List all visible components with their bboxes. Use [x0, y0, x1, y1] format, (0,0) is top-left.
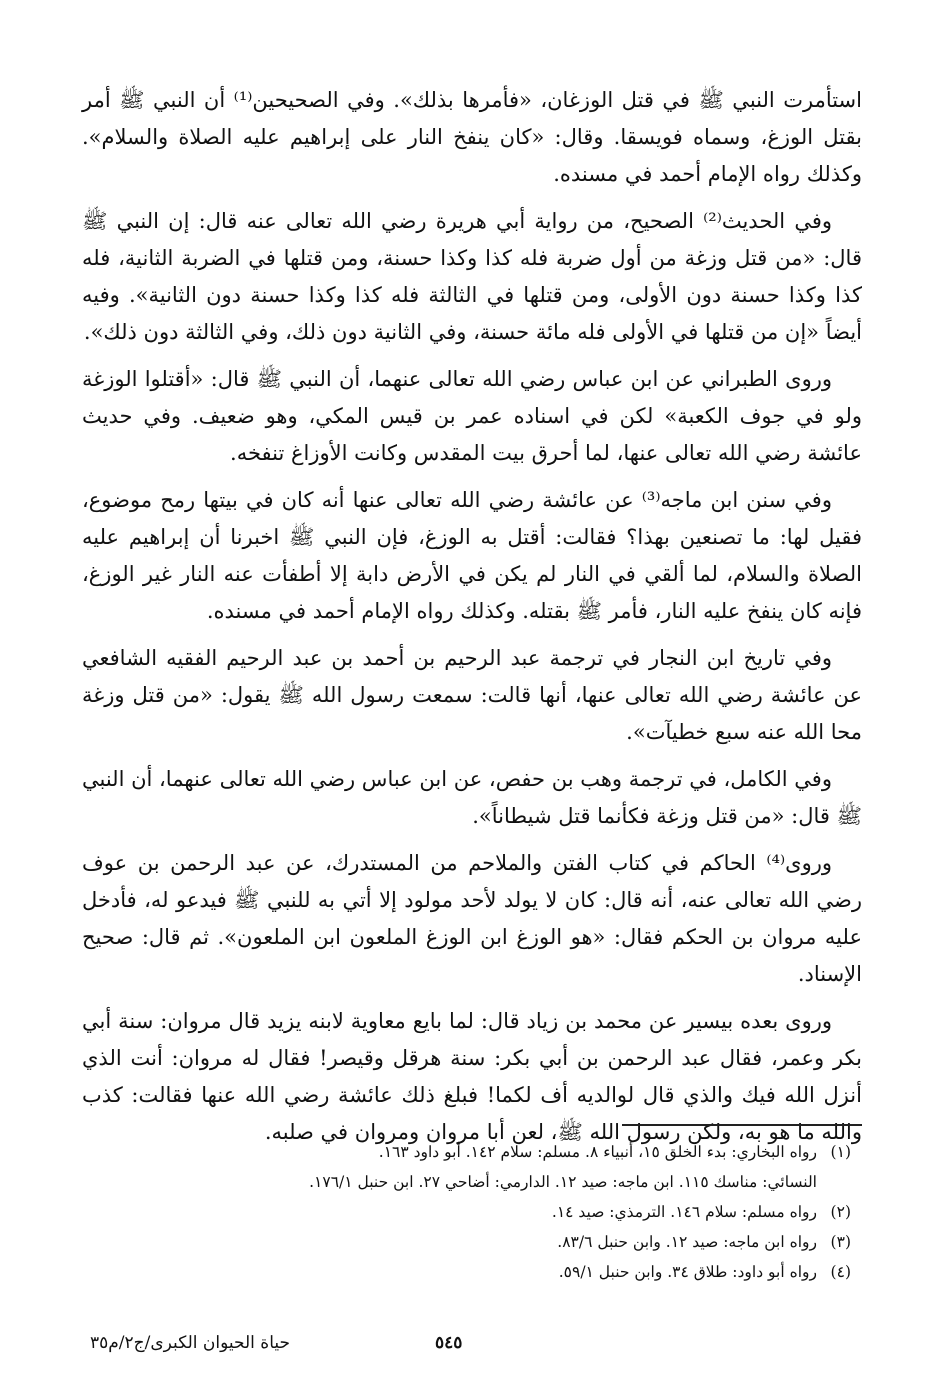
page-footer [90, 1333, 850, 1363]
footnote [171, 1197, 851, 1227]
footnote [171, 1227, 851, 1257]
paragraph: وفي تاريخ ابن النجار في ترجمة عبد الرحيم بن أحمد بن عبد الرحيم الفقيه الشافعي عن عائشة رضي الله تعالى عنها، أنها قالت: سمعت رسول الله ﷺ يقول: «من قتل وزغة محا الله عنه سبع خطيآت». [82, 646, 862, 744]
paragraph: وفي سنن ابن ماجه⁽³⁾ عن عائشة رضي الله تعالى عنها أنه كان في بيتها رمح موضوع، فقيل لها: ما تصنعين بهذا؟ فقالت: أقتل به الوزغ، فإن النبي ﷺ اخبرنا أن إبراهيم عليه الصلاة والسلام، لما ألقي في النار لم يكن في الأرض دابة إلا أطفأت عنه النار غير الوزغ، فإنه كان ينفخ عليه النار، فأمر ﷺ بقتله. وكذلك رواه الإمام أحمد في مسنده. [82, 488, 862, 623]
page-number: ٥٤٥ [435, 1333, 463, 1353]
footnote [171, 1137, 851, 1167]
paragraph: استأمرت النبي ﷺ في قتل الوزغان، «فأمرها بذلك». وفي الصحيحين⁽¹⁾ أن النبي ﷺ أمر بقتل الوزغ، وسماه فويسقا. وقال: «كان ينفخ النار على إبراهيم عليه الصلاة والسلام». وكذلك رواه الإمام أحمد في مسنده. [82, 88, 862, 186]
footnotes [171, 1137, 851, 1287]
footnote-number: (٢) [830, 1203, 851, 1221]
main-text [82, 82, 862, 1151]
paragraph: وروى⁽⁴⁾ الحاكم في كتاب الفتن والملاحم من المستدرك، عن عبد الرحمن بن عوف رضي الله تعالى عنه، أنه قال: كان لا يولد لأحد مولود إلا أتي به للنبي ﷺ فيدعو له، فأدخل عليه مروان بن الحكم فقال: «هو الوزغ ابن الوزغ الملعون ابن الملعون». ثم قال: صحيح الإسناد. [82, 851, 862, 986]
paragraph: وفي الكامل، في ترجمة وهب بن حفص، عن ابن عباس رضي الله تعالى عنهما، أن النبي ﷺ قال: «من قتل وزغة فكأنما قتل شيطاناً». [82, 767, 862, 828]
paragraph: وروى الطبراني عن ابن عباس رضي الله تعالى عنهما، أن النبي ﷺ قال: «أقتلوا الوزغة ولو في جوف الكعبة» لكن في اسناده عمر بن قيس المكي، وهو ضعيف. وفي حديث عائشة رضي الله تعالى عنها، لما أحرق بيت المقدس وكانت الأوزاغ تنفخه. [82, 367, 862, 465]
footnote-number: (٣) [830, 1233, 851, 1251]
footnote-divider [622, 1124, 862, 1126]
paragraph: وفي الحديث⁽²⁾ الصحيح، من رواية أبي هريرة رضي الله تعالى عنه قال: إن النبي ﷺ قال: «من قتل وزغة من أول ضربة فله كذا وكذا حسنة، ومن قتلها في الضربة الثانية، فله كذا وكذا حسنة دون الأولى، ومن قتلها في الثالثة فله كذا وكذا حسنة دون الثانية». وفيه أيضاً «إن من قتلها في الأولى فله مائة حسنة، وفي الثانية دون ذلك، وفي الثالثة دون ذلك». [82, 209, 862, 344]
footnote-text: رواه ابن ماجه: صيد ١٢. وابن حنبل ٨٣/٦. [557, 1233, 817, 1251]
paragraph: وروى بعده بيسير عن محمد بن زياد قال: لما بايع معاوية لابنه يزيد قال مروان: سنة أبي بكر وعمر، فقال عبد الرحمن بن أبي بكر: سنة هرقل وقيصر! فقال له مروان: أنت الذي أنزل الله فيك والذي قال لوالديه أف لكما! فبلغ ذلك عائشة رضي الله عنها فقالت: كذب والله ما هو به، ولكن رسول الله ﷺ، لعن أبا مروان ومروان في صلبه. [82, 1009, 862, 1144]
footnote-text: رواه أبو داود: طلاق ٣٤. وابن حنبل ٥٩/١. [558, 1263, 817, 1281]
footnote-number: (٤) [830, 1263, 851, 1281]
footnote-text: رواه البخاري: بدء الخلق ١٥، أنبياء ٨. مسلم: سلام ١٤٢. أبو داود ١٦٣. [378, 1143, 817, 1161]
footnote [171, 1257, 851, 1287]
footnote-number: (١) [830, 1143, 851, 1161]
footnote-text: رواه مسلم: سلام ١٤٦. الترمذي: صيد ١٤. [551, 1203, 817, 1221]
footnote-continuation: النسائي: مناسك ١١٥. ابن ماجه: صيد ١٢. الدارمي: أضاحي ٢٧. ابن حنبل ١٧٦/١. [309, 1173, 817, 1191]
book-signature: حياة الحيوان الكبرى/ج٢/م٣٥ [90, 1333, 291, 1353]
